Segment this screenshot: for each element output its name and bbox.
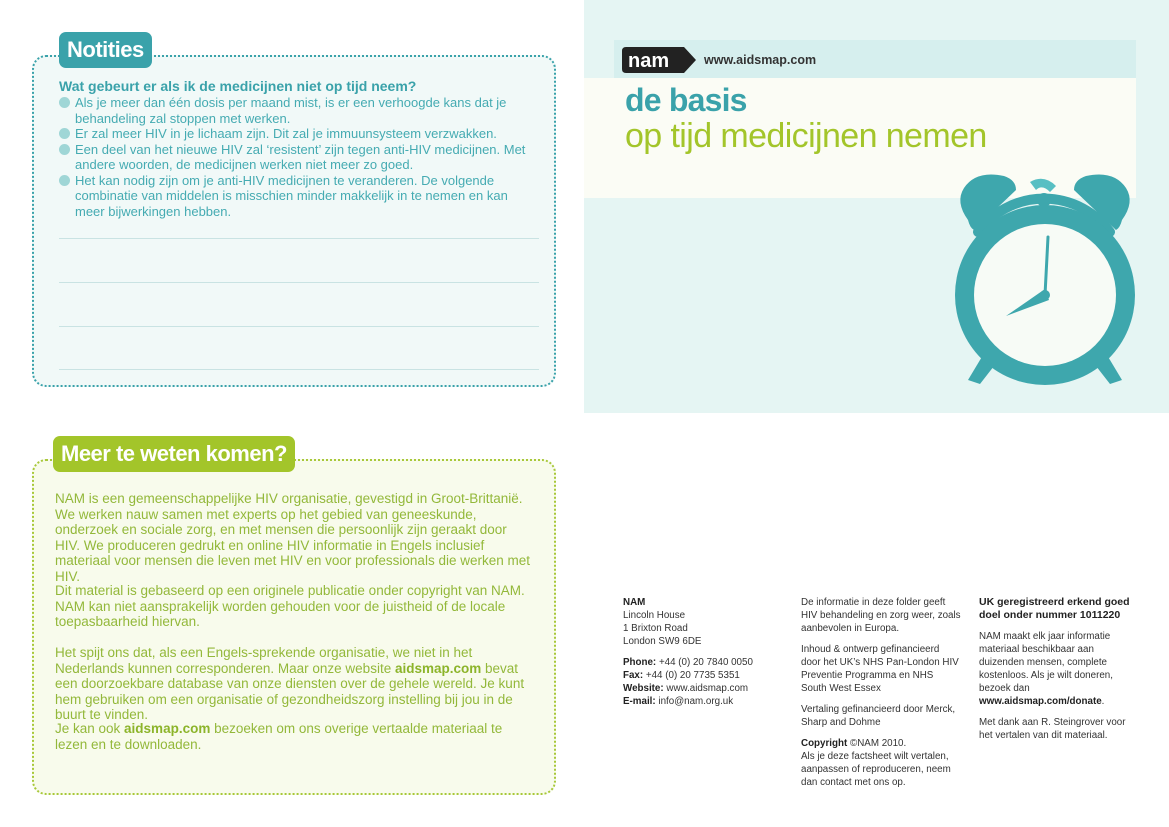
email-link[interactable]: info@nam.org.uk	[658, 696, 734, 707]
info-paragraph: De informatie in deze folder geeft HIV behandeling en zorg weer, zoals aanbevolen in Europa.	[801, 597, 961, 634]
funding-paragraph: Inhoud & ontwerp gefinancieerd door het UK’s NHS Pan-London HIV Preventie Programma en NHS South West Essex	[801, 644, 959, 694]
cover-website[interactable]: www.aidsmap.com	[704, 53, 817, 67]
aidsmap-link[interactable]: aidsmap.com	[124, 721, 211, 736]
list-item: Het kan nodig zijn om je anti-HIV medicijnen te veranderen. De volgende combinatie van middelen is misschien minder makkelijk in te nemen en kan meer bijwerkingen hebben.	[59, 173, 529, 220]
bullet-dot-icon	[59, 175, 70, 186]
website-link[interactable]: www.aidsmap.com	[666, 683, 749, 694]
notes-question: Wat gebeurt er als ik de medicijnen niet op tijd neem?	[59, 78, 417, 94]
page-title: de basis	[625, 82, 747, 118]
about-nam-paragraph: NAM is een gemeenschappelijke HIV organisatie, gevestigd in Groot-Brittanië. We werken nauw samen met experts op het gebied van geneeskunde, onderzoek en sociale zorg, en met mensen die persoonlijk zijn geraakt door HIV. We produceren gedrukt en online HIV informatie in Engels inclusief materiaal voor mensen die leven met HIV en voor professionals die werken met HIV.	[55, 491, 530, 584]
language-paragraph: Het spijt ons dat, als een Engels-sprekende organisatie, we niet in het Nederlands kunnen corresponderen. Maar onze website aidsmap.com bevat een doorzoekbare database van onze diensten over de gehele wereld. Je kunt hem gebruiken om een organisatie of gezondheidszorg instelling bij jou in de buurt te vinden.	[55, 645, 525, 722]
fax-value: +44 (0) 20 7735 5351	[645, 670, 740, 681]
page-subtitle: op tijd medicijnen nemen	[625, 117, 987, 155]
note-line	[59, 282, 539, 283]
copyright-paragraph: Dit material is gebaseerd op een originele publicatie onder copyright van NAM. NAM kan niet aansprakelijk worden gehouden voor de juistheid of de locale toepasbaarheid hiervan.	[55, 583, 525, 629]
bullet-dot-icon	[59, 144, 70, 155]
org-name: NAM	[623, 597, 646, 608]
donate-paragraph: NAM maakt elk jaar informatie materiaal beschikbaar aan duizenden mensen, complete kostenloos. Als je wilt doneren, bezoek dan www.aidsmap.com/donate.	[979, 631, 1113, 707]
charity-heading: UK geregistreerd erkend goed doel onder nummer 1011220	[979, 596, 1130, 621]
note-line	[59, 238, 539, 239]
charity-column	[979, 596, 1139, 750]
note-line	[59, 369, 539, 370]
list-item: Er zal meer HIV in je lichaam zijn. Dit zal je immuunsysteem verzwakken.	[59, 126, 529, 142]
phone-value[interactable]: +44 (0) 20 7840 0050	[658, 657, 753, 668]
thanks-paragraph: Met dank aan R. Steingrover voor het vertalen van dit materiaal.	[979, 717, 1126, 741]
bullet-dot-icon	[59, 97, 70, 108]
nam-logo	[622, 47, 696, 73]
translation-funding-paragraph: Vertaling gefinancieerd door Merck, Sharp and Dohme	[801, 704, 956, 728]
contact-column: NAM Lincoln House 1 Brixton Road London SW9 6DE Phone: +44 (0) 20 7840 0050 Fax: +44 (0) 20 7735 5351 Website: www.aidsmap.com E-mail: info@nam.org.uk	[623, 597, 753, 707]
notes-heading: Notities	[59, 32, 152, 68]
list-item: Als je meer dan één dosis per maand mist, is er een verhoogde kans dat je behandeling zal stoppen met werken.	[59, 95, 529, 126]
note-line	[59, 326, 539, 327]
more-info-heading: Meer te weten komen?	[53, 436, 295, 472]
svg-text:nam: nam	[628, 50, 670, 72]
alarm-clock-icon	[950, 140, 1140, 390]
copyright-note: Copyright ©NAM 2010. Als je deze factsheet wilt vertalen, aanpassen of reproduceren, neem dan contact met ons op.	[801, 738, 951, 788]
info-column	[801, 596, 961, 797]
bullet-dot-icon	[59, 128, 70, 139]
notes-bullet-list	[59, 95, 529, 219]
aidsmap-link[interactable]: aidsmap.com	[394, 660, 482, 676]
list-item: Een deel van het nieuwe HIV zal ‘resistent’ zijn tegen anti-HIV medicijnen. Met andere woorden, de medicijnen werken niet meer zo goed.	[59, 142, 529, 173]
donate-link[interactable]: www.aidsmap.com/donate	[979, 696, 1102, 707]
translations-paragraph: Je kan ook aidsmap.com bezoeken om ons overige vertaalde materiaal te lezen en te downloaden.	[55, 721, 503, 752]
